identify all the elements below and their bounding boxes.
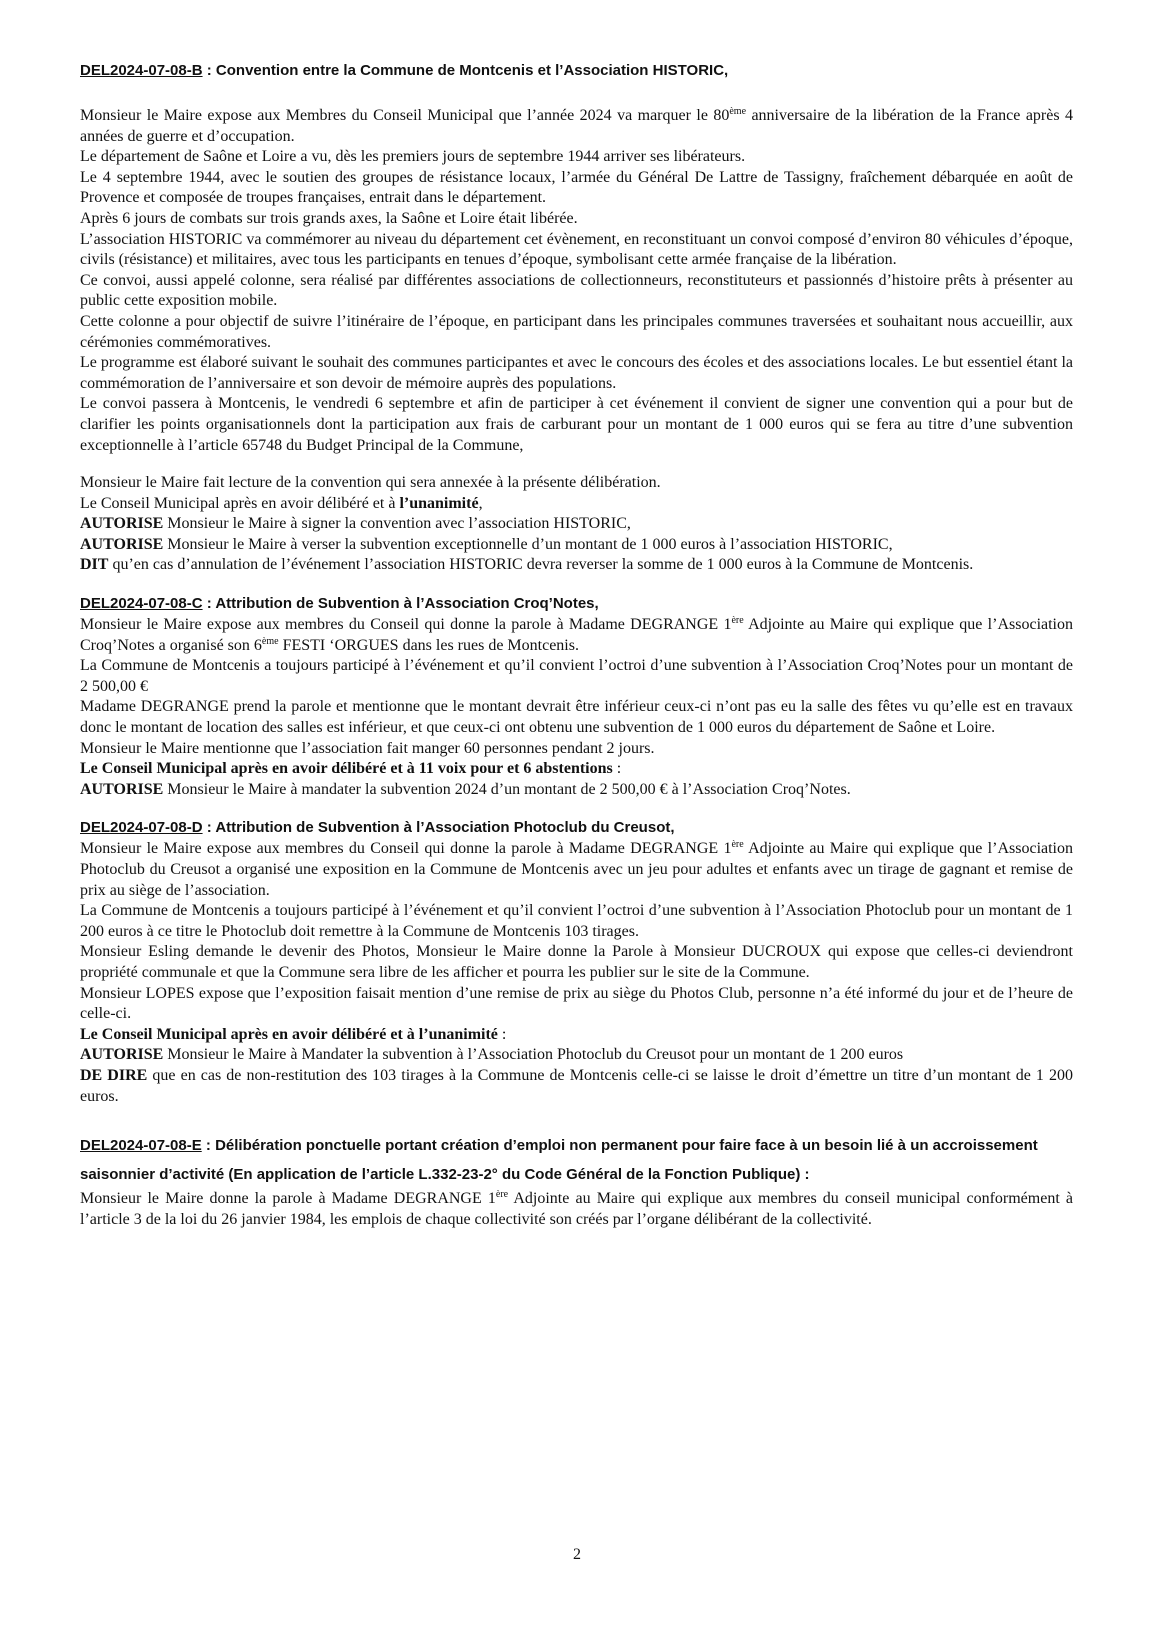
text: FESTI ‘ORGUES dans les rues de Montcenis. [278, 636, 579, 654]
superscript: ère [495, 1189, 509, 1201]
paragraph [80, 555, 1073, 576]
deliberation-ref: DEL2024-07-08-D [80, 819, 203, 837]
paragraph: Monsieur Esling demande le devenir des Photos, Monsieur le Maire donne la Parole à Monsieur DUCROUX qui expose que celles-ci deviendront propriété communale et que la Commune sera libre de les afficher et pourra les publier sur le site de la Commune. [80, 943, 1073, 981]
paragraph [80, 780, 1073, 801]
superscript: ème [261, 635, 279, 647]
text: Monsieur le Maire expose aux Membres du Conseil Municipal que l’année 2024 va marquer le 80 [80, 107, 730, 124]
decision-keyword: AUTORISE [80, 535, 164, 553]
paragraph: Le programme est élaboré suivant le souhait des communes participantes et avec le concours des écoles et des associations locales. Le but essentiel étant la commémoration de l’anniversaire et son devoir de mémoire auprès des populations. [80, 354, 1073, 392]
paragraph [80, 1025, 1073, 1046]
section-title: Attribution de Subvention à l’Association Photoclub du Creusot, [215, 819, 675, 837]
text: Monsieur le Maire expose aux membres du Conseil qui donne la parole à Madame DEGRANGE 1 [80, 616, 732, 634]
bold-text: Le Conseil Municipal après en avoir délibéré et à l’unanimité [80, 1025, 498, 1043]
text: qu’en cas d’annulation de l’événement l’association HISTORIC devra reverser la somme de 1 000 euros à la Commune de Montcenis. [108, 556, 974, 574]
heading-separator: : [202, 62, 216, 79]
paragraph [80, 1189, 1073, 1230]
text: Adjointe au Maire qui explique que l’Association Photoclub du Creusot a organisé une exposition en la Commune de Montcenis avec un jeu pour adultes et enfants avec un tirage de gagnant et remise de prix au siège de l’association. [80, 840, 1074, 899]
paragraph: Monsieur le Maire mentionne que l’association fait manger 60 personnes pendant 2 jours. [80, 739, 655, 757]
paragraph [80, 106, 1073, 147]
paragraph: Monsieur le Maire fait lecture de la convention qui sera annexée à la présente délibération. [80, 474, 661, 492]
superscript: ère [731, 615, 744, 627]
document-body [80, 60, 1073, 1230]
paragraph: Madame DEGRANGE prend la parole et mentionne que le montant devrait être inférieur ceux-ci n’ont pas eu la salle des fêtes vu qu’elle est en travaux donc le montant de location des salles est inférieur, et que ceux-ci ont obtenu une subvention de 1 000 euros du département de Saône et Loire. [80, 698, 1073, 737]
paragraph: Après 6 jours de combats sur trois grands axes, la Saône et Loire était libérée. [80, 209, 578, 227]
text: , [478, 494, 483, 512]
heading-separator: : [202, 819, 216, 837]
paragraph: Ce convoi, aussi appelé colonne, sera réalisé par différentes associations de collectionneurs, reconstituteurs et passionnés d’histoire prêts à présenter au public cette exposition mobile. [80, 271, 1073, 310]
text: Le Conseil Municipal après en avoir délibéré et à [80, 494, 400, 512]
section-heading-d [80, 817, 1073, 839]
text: anniversaire de la libération de la France après 4 années de guerre et d’occupation. [80, 107, 1074, 145]
deliberation-ref: DEL2024-07-08-C [80, 595, 203, 613]
paragraph: La Commune de Montcenis a toujours participé à l’événement et qu’il convient l’octroi d’une subvention à l’Association Croq’Notes pour un montant de 2 500,00 € [80, 657, 1073, 695]
decision-keyword: AUTORISE [80, 515, 164, 533]
text: : [612, 760, 622, 778]
deliberation-ref: DEL2024-07-08-B [80, 62, 203, 79]
text: Adjointe au Maire qui explique que l’Association Croq’Notes a organisé son 6 [80, 616, 1074, 654]
paragraph [80, 494, 1073, 515]
section-heading-c [80, 593, 1073, 615]
paragraph [80, 1045, 1073, 1066]
text: Monsieur le Maire à mandater la subvention 2024 d’un montant de 2 500,00 € à l’Association Croq’Notes. [163, 780, 851, 798]
section-title: Délibération ponctuelle portant création d’emploi non permanent pour faire face à un besoin lié à un accroissement saisonnier d’activité (En application de l’article L.332-23-2° du Code Général de la Fonction Publique) : [80, 1137, 1038, 1184]
deliberation-ref: DEL2024-07-08-E [80, 1137, 202, 1155]
text: Monsieur le Maire à signer la convention avec l’association HISTORIC, [163, 515, 631, 533]
paragraph: Le convoi passera à Montcenis, le vendredi 6 septembre et afin de participer à cet événement il convient de signer une convention qui a pour but de clarifier les points organisationnels dont la participation aux frais de carburant pour un montant de 1 000 euros qui se fera au titre d’une subvention exceptionnelle à l’article 65748 du Budget Principal de la Commune, [80, 395, 1073, 454]
paragraph [80, 839, 1073, 901]
section-title: Convention entre la Commune de Montcenis et l’Association HISTORIC, [215, 62, 729, 79]
paragraph: Cette colonne a pour objectif de suivre l’itinéraire de l’époque, en participant dans les principales communes traversées et souhaitant nous accueillir, aux cérémonies commémoratives. [80, 312, 1073, 351]
paragraph: Monsieur LOPES expose que l’exposition faisait mention d’une remise de prix au siège du Photos Club, personne n’a été informé du jour et de l’heure de celle-ci. [80, 984, 1073, 1023]
text: que en cas de non-restitution des 103 tirages à la Commune de Montcenis celle-ci se laisse le droit d’émettre un titre d’un montant de 1 200 euros. [80, 1066, 1074, 1105]
paragraph [80, 615, 1073, 656]
decision-keyword: AUTORISE [80, 1046, 164, 1064]
paragraph: Le département de Saône et Loire a vu, dès les premiers jours de septembre 1944 arriver ses libérateurs. [80, 148, 746, 166]
paragraph [80, 1066, 1073, 1107]
text: Monsieur le Maire donne la parole à Madame DEGRANGE 1 [80, 1190, 496, 1208]
decision-keyword: DE DIRE [80, 1066, 148, 1084]
decision-keyword: AUTORISE [80, 780, 164, 798]
paragraph: La Commune de Montcenis a toujours participé à l’événement et qu’il convient l’octroi d’une subvention à l’Association Photoclub pour un montant de 1 200 euros à ce titre le Photoclub doit remettre à la Commune de Montcenis 103 tirages. [80, 902, 1073, 940]
paragraph: L’association HISTORIC va commémorer au niveau du département cet évènement, en reconstituant un convoi composé d’environ 80 véhicules d’époque, civils (résistance) et militaires, avec tous les participants en tenues d’époque, symbolisant cette armée française de la libération. [80, 230, 1073, 269]
paragraph [80, 514, 1073, 535]
section-heading-e [80, 1131, 1073, 1189]
text: Adjointe au Maire qui explique aux membres du conseil municipal conformément à l’article 3 de la loi du 26 janvier 1984, les emplois de chaque collectivité son créés par l’organe délibérant de la collectivité. [80, 1190, 1073, 1228]
text: Monsieur le Maire expose aux membres du Conseil qui donne la parole à Madame DEGRANGE 1 [80, 840, 732, 858]
decision-keyword: DIT [80, 556, 109, 574]
heading-separator: : [201, 1137, 216, 1155]
bold-text: Le Conseil Municipal après en avoir délibéré et à 11 voix pour et 6 abstentions [80, 760, 613, 778]
heading-separator: : [202, 595, 216, 613]
page-number: 2 [573, 1546, 581, 1563]
section-title: Attribution de Subvention à l’Association Croq’Notes, [215, 595, 599, 613]
superscript: ère [731, 839, 744, 851]
section-heading-b [80, 60, 1073, 82]
superscript: ème [729, 106, 747, 117]
text: Monsieur le Maire à verser la subvention exceptionnelle d’un montant de 1 000 euros à l’association HISTORIC, [163, 535, 893, 553]
text: : [497, 1025, 507, 1043]
paragraph: Le 4 septembre 1944, avec le soutien des groupes de résistance locaux, l’armée du Général De Lattre de Tassigny, fraîchement débarquée en août de Provence et composée de troupes françaises, entrait dans le département. [80, 168, 1073, 207]
paragraph [80, 535, 1073, 556]
text: Monsieur le Maire à Mandater la subvention à l’Association Photoclub du Creusot pour un montant de 1 200 euros [163, 1046, 904, 1064]
paragraph [80, 759, 1073, 780]
bold-text: l’unanimité [399, 494, 479, 512]
